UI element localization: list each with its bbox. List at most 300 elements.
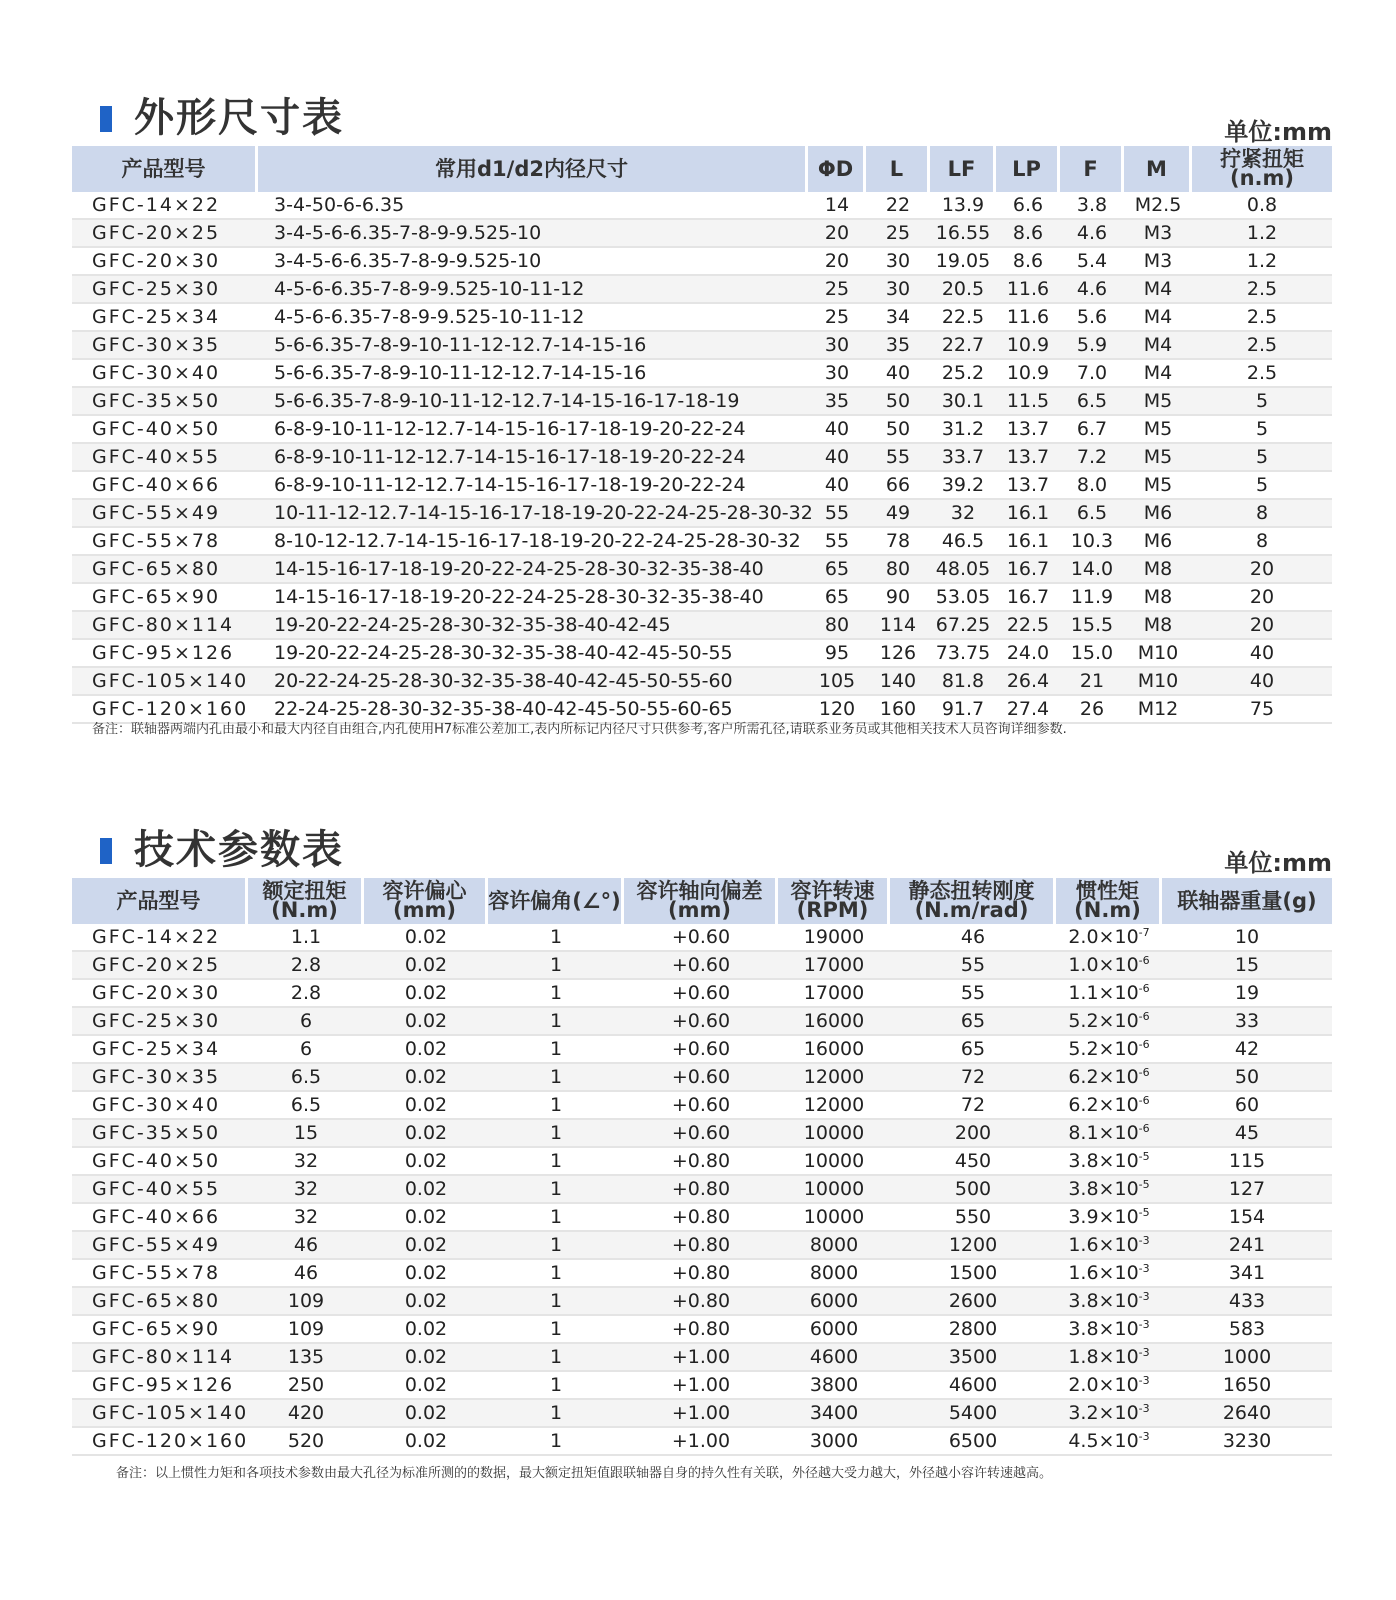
table-cell	[1056, 1204, 1162, 1232]
table-cell: 2640	[1162, 1400, 1332, 1428]
table-cell: 135	[248, 1344, 364, 1372]
table-cell: 78	[866, 528, 930, 556]
table-cell: 26.4	[996, 668, 1060, 696]
table-cell: 66	[866, 472, 930, 500]
table-cell: 46	[248, 1260, 364, 1288]
table-cell: 0.02	[364, 1400, 488, 1428]
table-cell: 433	[1162, 1288, 1332, 1316]
table-cell: 91.7	[930, 696, 996, 724]
table-cell	[1056, 1064, 1162, 1092]
table-cell: 65	[808, 584, 866, 612]
col-header: F	[1060, 146, 1124, 192]
table-cell: 19-20-22-24-25-28-30-32-35-38-40-42-45	[258, 612, 808, 640]
table-row	[72, 1316, 1332, 1344]
table-cell: 1000	[1162, 1344, 1332, 1372]
table-cell: 1	[488, 1008, 624, 1036]
table-cell	[1056, 924, 1162, 952]
table-cell: GFC-25×34	[72, 304, 258, 332]
table-cell: 1	[488, 1400, 624, 1428]
table-cell: 8000	[778, 1260, 890, 1288]
table-cell: 0.02	[364, 1120, 488, 1148]
inertia-base: 3.9×10	[1068, 1206, 1139, 1228]
table-cell: 5-6-6.35-7-8-9-10-11-12-12.7-14-15-16-17-18-19	[258, 388, 808, 416]
table-cell: +0.60	[624, 952, 778, 980]
table-cell: 4-5-6-6.35-7-8-9-9.525-10-11-12	[258, 276, 808, 304]
table-cell: 1	[488, 1288, 624, 1316]
col-header: 拧紧扭矩(n.m)	[1192, 146, 1332, 192]
technical-section	[72, 0, 1332, 1600]
table-cell: 20	[808, 220, 866, 248]
table-cell: 0.02	[364, 952, 488, 980]
table-cell: 31.2	[930, 416, 996, 444]
table-row	[72, 980, 1332, 1008]
table-cell: 2.5	[1192, 276, 1332, 304]
technical-unit: 单位:mm	[1224, 849, 1332, 877]
table-cell: 5400	[890, 1400, 1056, 1428]
table-cell: 5.4	[1060, 248, 1124, 276]
table-cell: 583	[1162, 1316, 1332, 1344]
table-cell: 27.4	[996, 696, 1060, 724]
table-cell: M10	[1124, 668, 1192, 696]
table-cell: 80	[866, 556, 930, 584]
table-cell: 5	[1192, 472, 1332, 500]
table-cell: 1500	[890, 1260, 1056, 1288]
table-cell: 6-8-9-10-11-12-12.7-14-15-16-17-18-19-20-22-24	[258, 444, 808, 472]
table-cell: 46	[890, 924, 1056, 952]
table-cell: 65	[890, 1008, 1056, 1036]
table-cell: 1	[488, 1064, 624, 1092]
table-cell: 154	[1162, 1204, 1332, 1232]
table-cell: M3	[1124, 220, 1192, 248]
table-cell: 1200	[890, 1232, 1056, 1260]
table-cell: 4600	[890, 1372, 1056, 1400]
table-cell	[1056, 1288, 1162, 1316]
table-cell: 60	[1162, 1092, 1332, 1120]
table-cell: 50	[1162, 1064, 1332, 1092]
table-cell: M5	[1124, 388, 1192, 416]
table-cell: 13.7	[996, 416, 1060, 444]
table-cell: +0.80	[624, 1204, 778, 1232]
inertia-base: 3.8×10	[1068, 1178, 1139, 1200]
table-cell	[1056, 1120, 1162, 1148]
table-cell: 10000	[778, 1120, 890, 1148]
table-cell: 14-15-16-17-18-19-20-22-24-25-28-30-32-35-38-40	[258, 556, 808, 584]
inertia-exponent: -5	[1138, 1150, 1150, 1163]
table-cell: 3-4-5-6-6.35-7-8-9-9.525-10	[258, 220, 808, 248]
table-cell: GFC-14×22	[72, 192, 258, 220]
table-cell: +0.60	[624, 980, 778, 1008]
table-cell: GFC-20×25	[72, 952, 248, 980]
table-cell: +0.80	[624, 1260, 778, 1288]
table-cell: 4600	[778, 1344, 890, 1372]
table-row	[72, 1428, 1332, 1456]
col-header: 容许偏角(∠°)	[488, 878, 624, 924]
table-cell: 1	[488, 952, 624, 980]
table-cell: M10	[1124, 640, 1192, 668]
table-cell: 40	[808, 472, 866, 500]
table-cell: 1	[488, 1316, 624, 1344]
table-cell: M3	[1124, 248, 1192, 276]
table-cell: 6-8-9-10-11-12-12.7-14-15-16-17-18-19-20-22-24	[258, 472, 808, 500]
table-cell: 55	[866, 444, 930, 472]
col-header: LP	[996, 146, 1060, 192]
table-cell: 1	[488, 1428, 624, 1456]
table-cell: GFC-40×50	[72, 1148, 248, 1176]
inertia-base: 8.1×10	[1068, 1122, 1139, 1144]
table-cell: 12000	[778, 1064, 890, 1092]
table-cell: 3500	[890, 1344, 1056, 1372]
table-cell: 72	[890, 1064, 1056, 1092]
table-cell: 25.2	[930, 360, 996, 388]
table-cell: 160	[866, 696, 930, 724]
table-cell: 3-4-5-6-6.35-7-8-9-9.525-10	[258, 248, 808, 276]
table-cell: 32	[248, 1176, 364, 1204]
table-cell: GFC-25×34	[72, 1036, 248, 1064]
inertia-exponent: -5	[1138, 1206, 1150, 1219]
table-cell: 5-6-6.35-7-8-9-10-11-12-12.7-14-15-16	[258, 332, 808, 360]
inertia-exponent: -3	[1138, 1346, 1150, 1359]
table-cell: 10000	[778, 1148, 890, 1176]
table-cell: 6-8-9-10-11-12-12.7-14-15-16-17-18-19-20-22-24	[258, 416, 808, 444]
table-cell: 32	[248, 1148, 364, 1176]
table-row	[72, 1232, 1332, 1260]
inertia-exponent: -3	[1138, 1430, 1150, 1443]
table-cell: 16000	[778, 1036, 890, 1064]
table-cell: 10-11-12-12.7-14-15-16-17-18-19-20-22-24-25-28-30-32	[258, 500, 808, 528]
table-cell: 8.6	[996, 220, 1060, 248]
inertia-base: 3.8×10	[1068, 1290, 1139, 1312]
table-row	[72, 1260, 1332, 1288]
table-row	[72, 1204, 1332, 1232]
table-cell: 40	[1192, 668, 1332, 696]
table-row	[72, 952, 1332, 980]
table-cell: 16.1	[996, 500, 1060, 528]
col-header: 产品型号	[72, 146, 258, 192]
table-cell: +1.00	[624, 1372, 778, 1400]
inertia-base: 1.0×10	[1068, 954, 1139, 976]
table-cell	[1056, 1372, 1162, 1400]
table-cell: 90	[866, 584, 930, 612]
table-cell: 30	[808, 360, 866, 388]
inertia-exponent: -3	[1138, 1374, 1150, 1387]
table-cell: +0.60	[624, 1064, 778, 1092]
table-cell: 19-20-22-24-25-28-30-32-35-38-40-42-45-50-55	[258, 640, 808, 668]
table-cell: 48.05	[930, 556, 996, 584]
table-cell: 32	[930, 500, 996, 528]
table-cell: GFC-20×25	[72, 220, 258, 248]
dimensions-title: 外形尺寸表	[134, 94, 344, 141]
table-cell	[1056, 980, 1162, 1008]
technical-note: 备注：以上惯性力矩和各项技术参数由最大孔径为标准所测的的数据，最大额定扭矩值跟联轴器自身的持久性有关联，外径越大受力越大，外径越小容许转速越高。	[116, 1466, 1053, 1481]
table-cell: 30	[866, 276, 930, 304]
inertia-exponent: -7	[1138, 926, 1150, 939]
table-cell: 13.7	[996, 444, 1060, 472]
table-cell: 14	[808, 192, 866, 220]
inertia-base: 2.0×10	[1068, 926, 1139, 948]
col-header: LF	[930, 146, 996, 192]
title-accent-bar	[100, 838, 112, 864]
table-cell: 35	[808, 388, 866, 416]
table-row	[72, 1400, 1332, 1428]
table-cell: +0.60	[624, 1120, 778, 1148]
table-cell: 19000	[778, 924, 890, 952]
table-cell: 6000	[778, 1288, 890, 1316]
inertia-exponent: -6	[1138, 1122, 1150, 1135]
table-cell: 1.2	[1192, 220, 1332, 248]
table-cell: GFC-30×40	[72, 360, 258, 388]
inertia-base: 4.5×10	[1068, 1430, 1139, 1452]
technical-header-row	[72, 878, 1332, 924]
table-cell: 115	[1162, 1148, 1332, 1176]
inertia-base: 1.6×10	[1068, 1234, 1139, 1256]
table-cell: 10.3	[1060, 528, 1124, 556]
table-cell: 6.7	[1060, 416, 1124, 444]
table-cell: 25	[866, 220, 930, 248]
technical-title-block	[100, 818, 344, 874]
table-cell: M6	[1124, 500, 1192, 528]
table-cell	[1056, 1008, 1162, 1036]
table-cell: 34	[866, 304, 930, 332]
table-cell: 4.6	[1060, 220, 1124, 248]
table-cell: 40	[808, 444, 866, 472]
table-cell: 30.1	[930, 388, 996, 416]
table-cell: GFC-120×160	[72, 696, 258, 724]
inertia-base: 3.2×10	[1068, 1402, 1139, 1424]
table-cell: 10.9	[996, 360, 1060, 388]
table-cell: 11.6	[996, 304, 1060, 332]
table-row	[72, 924, 1332, 952]
table-row	[72, 1372, 1332, 1400]
table-cell: GFC-65×90	[72, 1316, 248, 1344]
table-cell: 6.5	[248, 1064, 364, 1092]
table-cell: 72	[890, 1092, 1056, 1120]
inertia-base: 5.2×10	[1068, 1038, 1139, 1060]
table-cell: 3800	[778, 1372, 890, 1400]
table-cell: 33	[1162, 1008, 1332, 1036]
table-cell: 39.2	[930, 472, 996, 500]
table-cell: GFC-105×140	[72, 1400, 248, 1428]
table-cell: 109	[248, 1316, 364, 1344]
table-cell: 81.8	[930, 668, 996, 696]
inertia-exponent: -3	[1138, 1402, 1150, 1415]
col-header: 容许轴向偏差(mm)	[624, 878, 778, 924]
table-cell: 17000	[778, 980, 890, 1008]
table-cell: 17000	[778, 952, 890, 980]
table-cell: 10000	[778, 1176, 890, 1204]
table-cell: M8	[1124, 584, 1192, 612]
col-header: 惯性矩(N.m)	[1056, 878, 1162, 924]
table-cell: GFC-95×126	[72, 640, 258, 668]
table-cell: GFC-40×55	[72, 444, 258, 472]
table-cell: M8	[1124, 556, 1192, 584]
table-cell: 49	[866, 500, 930, 528]
table-cell: 7.0	[1060, 360, 1124, 388]
col-header: ΦD	[808, 146, 866, 192]
table-cell: GFC-120×160	[72, 1428, 248, 1456]
table-cell: 3400	[778, 1400, 890, 1428]
table-cell: 22-24-25-28-30-32-35-38-40-42-45-50-55-60-65	[258, 696, 808, 724]
table-cell: 0.02	[364, 1064, 488, 1092]
table-cell: +0.80	[624, 1148, 778, 1176]
table-cell: 6.6	[996, 192, 1060, 220]
table-cell: M8	[1124, 612, 1192, 640]
table-cell: 30	[866, 248, 930, 276]
table-cell: M5	[1124, 472, 1192, 500]
table-cell: 30	[808, 332, 866, 360]
table-cell: 6000	[778, 1316, 890, 1344]
table-cell: GFC-30×40	[72, 1092, 248, 1120]
table-row	[72, 1064, 1332, 1092]
table-cell: 105	[808, 668, 866, 696]
table-cell: M4	[1124, 276, 1192, 304]
table-cell: 55	[808, 528, 866, 556]
table-cell: 22.5	[996, 612, 1060, 640]
inertia-base: 6.2×10	[1068, 1066, 1139, 1088]
table-row	[72, 1148, 1332, 1176]
inertia-base: 5.2×10	[1068, 1010, 1139, 1032]
table-cell: 67.25	[930, 612, 996, 640]
table-cell: 65	[808, 556, 866, 584]
table-cell: +0.80	[624, 1176, 778, 1204]
table-cell: 7.2	[1060, 444, 1124, 472]
inertia-exponent: -6	[1138, 1038, 1150, 1051]
table-cell: 10000	[778, 1204, 890, 1232]
inertia-exponent: -3	[1138, 1234, 1150, 1247]
table-cell: 450	[890, 1148, 1056, 1176]
table-cell: 0.02	[364, 924, 488, 952]
table-cell: 32	[248, 1204, 364, 1232]
table-cell: 200	[890, 1120, 1056, 1148]
table-cell: +0.60	[624, 1036, 778, 1064]
table-cell: 0.02	[364, 1288, 488, 1316]
table-cell: 0.02	[364, 1008, 488, 1036]
table-cell: 5	[1192, 416, 1332, 444]
table-cell: 22	[866, 192, 930, 220]
table-cell: +0.80	[624, 1232, 778, 1260]
technical-table	[72, 878, 1332, 1456]
table-cell: +0.60	[624, 1092, 778, 1120]
table-cell	[1056, 1232, 1162, 1260]
inertia-base: 1.8×10	[1068, 1346, 1139, 1368]
table-cell: GFC-35×50	[72, 388, 258, 416]
inertia-exponent: -3	[1138, 1318, 1150, 1331]
table-cell: 6.5	[248, 1092, 364, 1120]
table-cell: GFC-80×114	[72, 612, 258, 640]
table-cell: GFC-55×78	[72, 1260, 248, 1288]
col-header: 容许转速(RPM)	[778, 878, 890, 924]
inertia-exponent: -6	[1138, 1066, 1150, 1079]
table-cell: 1	[488, 1260, 624, 1288]
col-header: L	[866, 146, 930, 192]
inertia-exponent: -3	[1138, 1262, 1150, 1275]
table-cell: 0.02	[364, 980, 488, 1008]
dimensions-unit: 单位:mm	[1224, 118, 1332, 146]
table-cell: 3-4-50-6-6.35	[258, 192, 808, 220]
col-header: M	[1124, 146, 1192, 192]
table-cell: 22.5	[930, 304, 996, 332]
table-cell: 6	[248, 1036, 364, 1064]
table-cell: 11.5	[996, 388, 1060, 416]
table-row	[72, 1036, 1332, 1064]
table-cell: 2.8	[248, 980, 364, 1008]
table-cell: 2.5	[1192, 332, 1332, 360]
table-cell: 1.2	[1192, 248, 1332, 276]
table-cell: 53.05	[930, 584, 996, 612]
table-cell: 65	[890, 1036, 1056, 1064]
table-cell: 35	[866, 332, 930, 360]
col-header: 联轴器重量(g)	[1162, 878, 1332, 924]
table-cell: 520	[248, 1428, 364, 1456]
table-cell: 250	[248, 1372, 364, 1400]
table-cell: 46.5	[930, 528, 996, 556]
table-cell: 8	[1192, 528, 1332, 556]
table-cell: 1.1	[248, 924, 364, 952]
dimensions-note: 备注：联轴器两端内孔由最小和最大内径自由组合,内孔使用H7标准公差加工,表内所标记内径尺寸只供参考,客户所需孔径,请联系业务员或其他相关技术人员咨询详细参数.	[92, 722, 1067, 737]
table-cell: 14-15-16-17-18-19-20-22-24-25-28-30-32-35-38-40	[258, 584, 808, 612]
table-cell: 25	[808, 276, 866, 304]
table-cell: GFC-55×78	[72, 528, 258, 556]
table-cell: 140	[866, 668, 930, 696]
table-cell	[1056, 1036, 1162, 1064]
table-cell: +1.00	[624, 1400, 778, 1428]
table-cell: GFC-40×55	[72, 1176, 248, 1204]
table-cell: 0.02	[364, 1316, 488, 1344]
table-cell	[1056, 1092, 1162, 1120]
table-cell: 5-6-6.35-7-8-9-10-11-12-12.7-14-15-16	[258, 360, 808, 388]
table-cell: 24.0	[996, 640, 1060, 668]
inertia-base: 1.1×10	[1068, 982, 1139, 1004]
table-cell: 0.02	[364, 1148, 488, 1176]
col-header: 容许偏心(mm)	[364, 878, 488, 924]
table-row	[72, 1008, 1332, 1036]
inertia-exponent: -3	[1138, 1290, 1150, 1303]
table-cell: 1	[488, 1176, 624, 1204]
table-cell: 0.02	[364, 1092, 488, 1120]
table-cell: 8.0	[1060, 472, 1124, 500]
table-cell: 0.02	[364, 1428, 488, 1456]
table-row	[72, 1176, 1332, 1204]
table-cell: M5	[1124, 444, 1192, 472]
table-cell: 1	[488, 1372, 624, 1400]
table-cell: M6	[1124, 528, 1192, 556]
col-header: 产品型号	[72, 878, 248, 924]
table-cell: GFC-30×35	[72, 1064, 248, 1092]
table-cell: GFC-65×80	[72, 1288, 248, 1316]
table-cell: GFC-14×22	[72, 924, 248, 952]
table-cell: 73.75	[930, 640, 996, 668]
table-cell	[1056, 952, 1162, 980]
table-cell: 2.5	[1192, 304, 1332, 332]
table-cell: 50	[866, 416, 930, 444]
table-cell: 6	[248, 1008, 364, 1036]
table-cell: 0.02	[364, 1204, 488, 1232]
table-cell: 20	[1192, 612, 1332, 640]
table-cell: 341	[1162, 1260, 1332, 1288]
table-cell: 20.5	[930, 276, 996, 304]
table-cell: 16.7	[996, 556, 1060, 584]
table-cell: 13.9	[930, 192, 996, 220]
table-cell: 40	[866, 360, 930, 388]
table-cell: 0.02	[364, 1260, 488, 1288]
table-cell: 0.8	[1192, 192, 1332, 220]
table-cell: GFC-35×50	[72, 1120, 248, 1148]
table-cell: +1.00	[624, 1428, 778, 1456]
inertia-exponent: -6	[1138, 1094, 1150, 1107]
table-cell: M4	[1124, 304, 1192, 332]
table-cell: 20	[808, 248, 866, 276]
table-cell: 3.8	[1060, 192, 1124, 220]
table-cell: 21	[1060, 668, 1124, 696]
